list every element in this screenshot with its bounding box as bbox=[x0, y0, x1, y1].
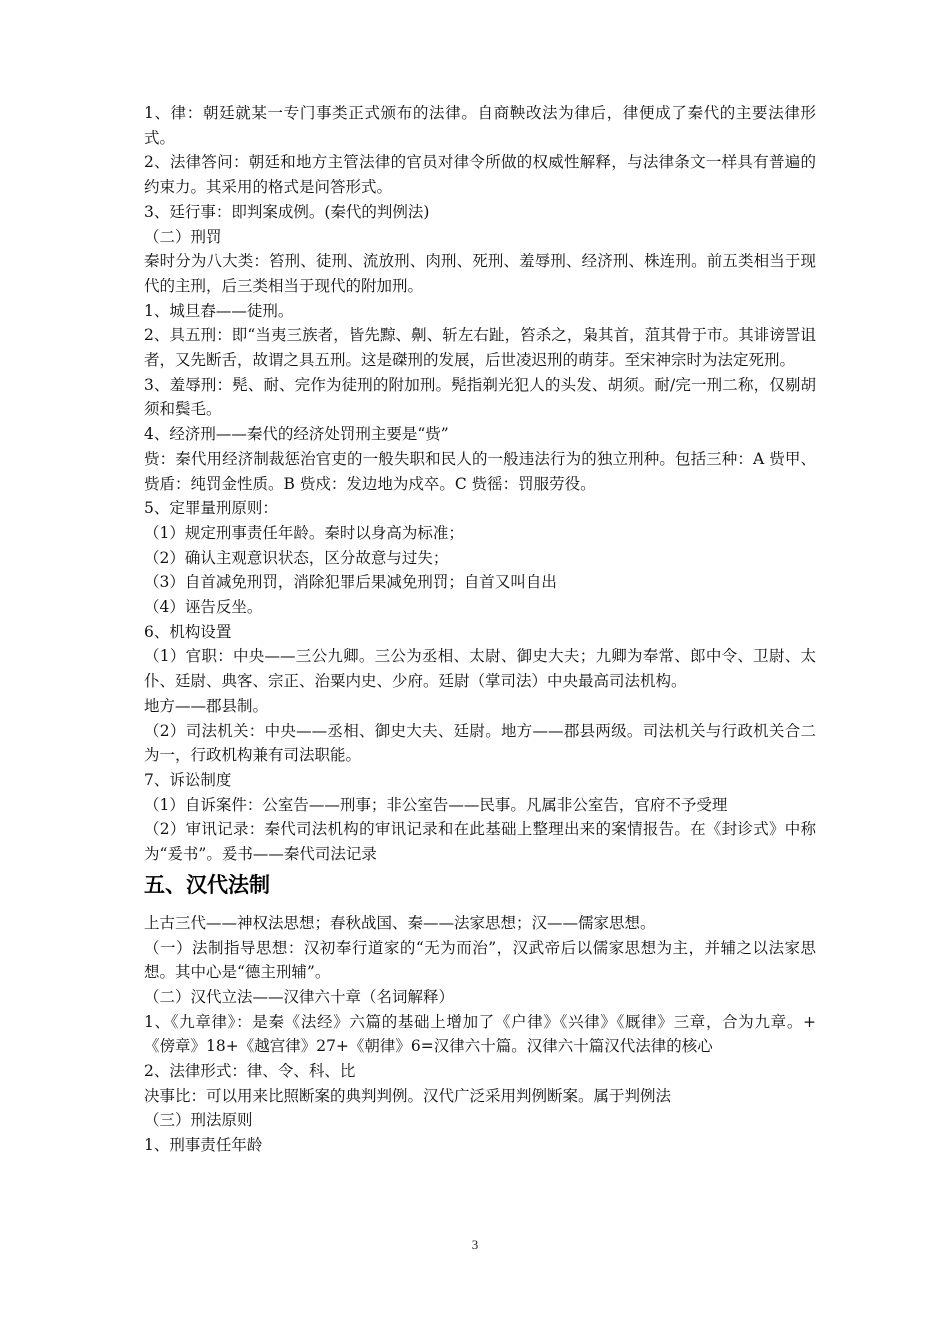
paragraph-litigation-system: 7、诉讼制度 bbox=[144, 770, 232, 789]
subheading-criminal-principles: （三）刑法原则 bbox=[144, 1111, 253, 1130]
paragraph-jueshibi: 决事比：可以用来比照断案的典判判例。汉代广泛采用判例断案。属于判例法 bbox=[144, 1086, 672, 1105]
subheading-han-legislation: （二）汉代立法——汉律六十章（名词解释） bbox=[144, 987, 455, 1006]
paragraph-law-definition: 1、律：朝廷就某一专门事类正式颁布的法律。自商鞅改法为律后，律便成了秦代的主要法律形式。 bbox=[144, 104, 816, 147]
list-item-intent-negligence: （2）确认主观意识状态，区分故意与过失； bbox=[144, 548, 449, 567]
list-item-officials: （1）官职：中央——三公九卿。三公为丞相、太尉、御史大夫；九卿为奉常、郎中令、卫尉、太仆、廷尉、典客、宗正、治粟内史、少府。廷尉（掌司法）中央最高司法机构。 bbox=[144, 647, 816, 691]
paragraph-institutions: 6、机构设置 bbox=[144, 622, 232, 641]
paragraph-legal-qa: 2、法律答问：朝廷和地方主管法律的官员对律令所做的权威性解释，与法律条文一样具有普遍的约束力。其采用的格式是问答形式。 bbox=[144, 153, 816, 197]
paragraph-guiding-ideology: （一）法制指导思想：汉初奉行道家的“无为而治”，汉武帝后以儒家思想为主，并辅之以法家思想。其中心是“德主刑辅”。 bbox=[144, 938, 816, 982]
paragraph-zi-fine: 赀：秦代用经济制裁惩治官吏的一般失职和民人的一般违法行为的独立刑种。包括三种：A 赀甲、赀盾：纯罚金性质。B 赀戍：发边地为戍卒。C 赀徭：罚服劳役。 bbox=[144, 449, 816, 493]
paragraph-economic-punishment: 4、经济刑——秦代的经济处罚刑主要是“赀” bbox=[144, 425, 449, 444]
paragraph-precedent: 3、廷行事：即判案成例。(秦代的判例法) bbox=[144, 202, 430, 221]
subheading-punishments: （二）刑罚 bbox=[144, 227, 222, 246]
list-item-age-responsibility: （1）规定刑事责任年龄。秦时以身高为标准； bbox=[144, 523, 464, 542]
section-heading-han-law: 五、汉代法制 bbox=[144, 872, 270, 897]
paragraph-five-punishments: 2、具五刑：即“当夷三族者，皆先黥、劓、斩左右趾，笞杀之，枭其首，菹其骨于市。其诽谤詈诅者，又先断舌，故谓之具五刑。这是磔刑的发展，后世凌迟刑的萌芽。至宋神宗时为法定死刑。 bbox=[144, 326, 816, 370]
list-item-false-accusation: （4）诬告反坐。 bbox=[144, 598, 263, 617]
paragraph-legal-thought-history: 上古三代——神权法思想；春秋战国、秦——法家思想；汉——儒家思想。 bbox=[144, 913, 656, 932]
list-item-private-prosecution: （1）自诉案件：公室告——刑事；非公室告——民事。凡属非公室告，官府不予受理 bbox=[144, 795, 728, 814]
paragraph-humiliation-punishment: 3、羞辱刑：髡、耐、完作为徒刑的附加刑。髡指剃光犯人的头发、胡须。耐/完一刑二称，仅剔胡须和鬓毛。 bbox=[144, 375, 816, 419]
paragraph-legal-forms: 2、法律形式：律、令、科、比 bbox=[144, 1062, 356, 1081]
paragraph-eight-categories: 秦时分为八大类：笞刑、徒刑、流放刑、肉刑、死刑、羞辱刑、经济刑、株连刑。前五类相当于现代的主刑，后三类相当于现代的附加刑。 bbox=[144, 252, 816, 295]
list-item-trial-records: （2）审讯记录：秦代司法机构的审讯记录和在此基础上整理出来的案情报告。在《封诊式》中称为“爰书”。爰书——秦代司法记录 bbox=[144, 820, 816, 864]
list-item-judicial-organs: （2）司法机关：中央——丞相、御史大夫、廷尉。地方——郡县两级。司法机关与行政机关合二为一，行政机构兼有司法职能。 bbox=[144, 721, 816, 765]
document-body bbox=[144, 101, 816, 1158]
page-number: 3 bbox=[471, 1237, 479, 1252]
paragraph-nine-chapters-law: 1、《九章律》：是秦《法经》六篇的基础上增加了《户律》《兴律》《厩律》三章，合为九章。+《傍章》18+《越宫律》27+《朝律》6=汉律六十篇。汉律六十篇汉代法律的核心 bbox=[144, 1012, 816, 1056]
paragraph-chengdanchong: 1、城旦舂——徒刑。 bbox=[144, 301, 294, 320]
paragraph-sentencing-principles: 5、定罪量刑原则： bbox=[144, 499, 278, 518]
list-item-self-surrender: （3）自首减免刑罚，消除犯罪后果减免刑罚；自首又叫自出 bbox=[144, 573, 557, 592]
paragraph-local-system: 地方——郡县制。 bbox=[144, 696, 269, 715]
paragraph-criminal-age: 1、刑事责任年龄 bbox=[144, 1136, 263, 1155]
